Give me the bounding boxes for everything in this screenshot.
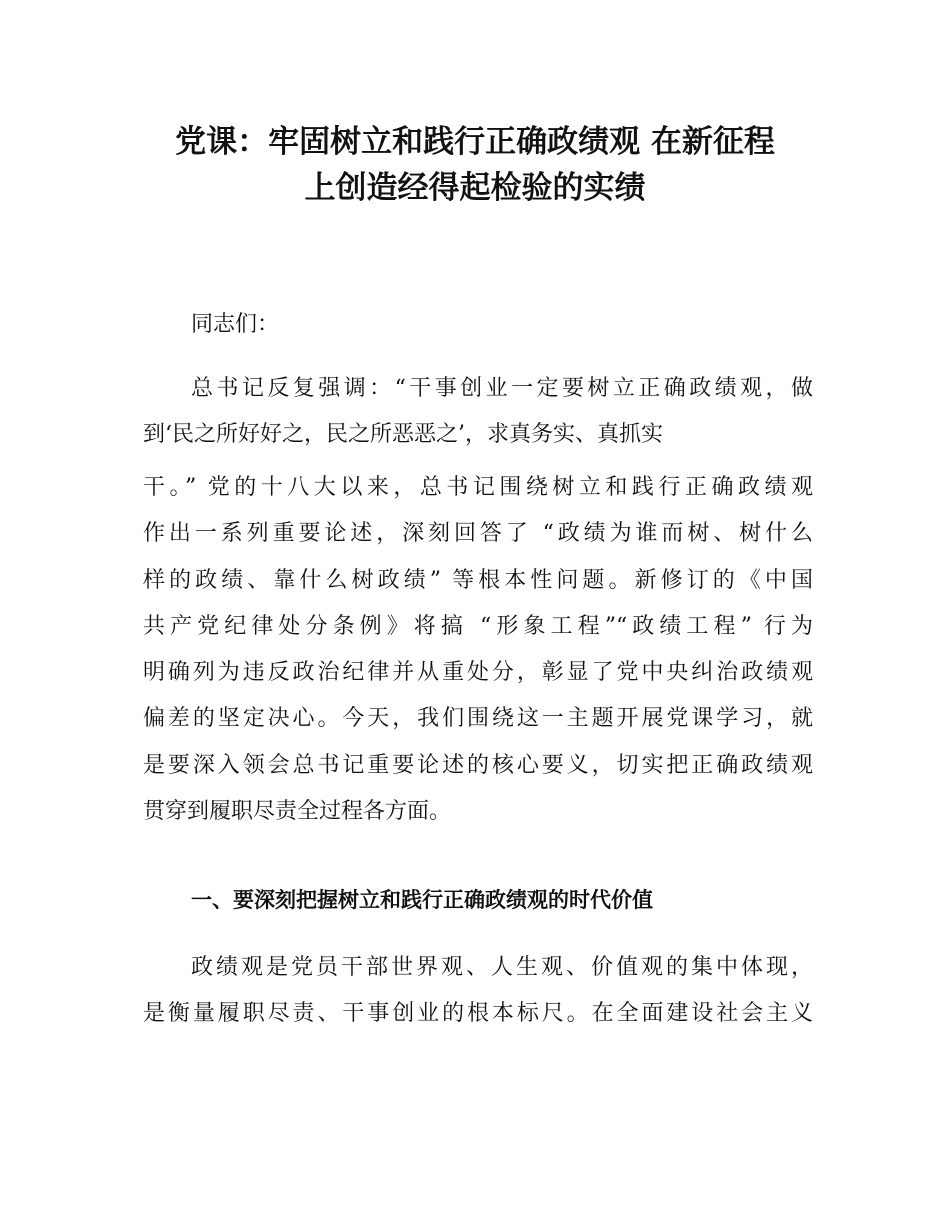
paragraph-1-line: 样的政绩、靠什么树政绩” 等根本性问题。新修订的《中国 [143, 568, 813, 593]
paragraph-1-line: 共产党纪律处分条例》将搞 “形象工程”“政绩工程” 行为 [143, 614, 813, 639]
document-title-line-1: 党课：牢固树立和践行正确政绩观 在新征程 [175, 124, 775, 160]
salutation: 同志们： [191, 312, 280, 337]
paragraph-1-line: 总书记反复强调：“干事创业一定要树立正确政绩观，做 [191, 376, 813, 401]
paragraph-1-line: 到‘民之所好好之，民之所恶恶之’，求真务实、真抓实 [143, 422, 663, 447]
paragraph-1-line: 作出一系列重要论述，深刻回答了 “政绩为谁而树、树什么 [143, 521, 813, 546]
paragraph-2-line: 是衡量履职尽责、干事创业的根本标尺。在全面建设社会主义 [143, 1001, 813, 1026]
paragraph-1-line: 干。” 党的十八大以来，总书记围绕树立和践行正确政绩观 [143, 475, 813, 500]
paragraph-2-line: 政绩观是党员干部世界观、人生观、价值观的集中体现， [191, 955, 813, 980]
paragraph-1-line: 贯穿到履职尽责全过程各方面。 [143, 799, 452, 824]
paragraph-1-line: 偏差的坚定决心。今天，我们围绕这一主题开展党课学习，就 [143, 706, 813, 731]
paragraph-1-line: 明确列为违反政治纪律并从重处分，彰显了党中央纠治政绩观 [143, 660, 813, 685]
paragraph-1-line: 是要深入领会总书记重要论述的核心要义，切实把正确政绩观 [143, 753, 813, 778]
section-heading: 一、要深刻把握树立和践行正确政绩观的时代价值 [191, 888, 653, 912]
document-title-line-2: 上创造经得起检验的实绩 [304, 170, 646, 206]
